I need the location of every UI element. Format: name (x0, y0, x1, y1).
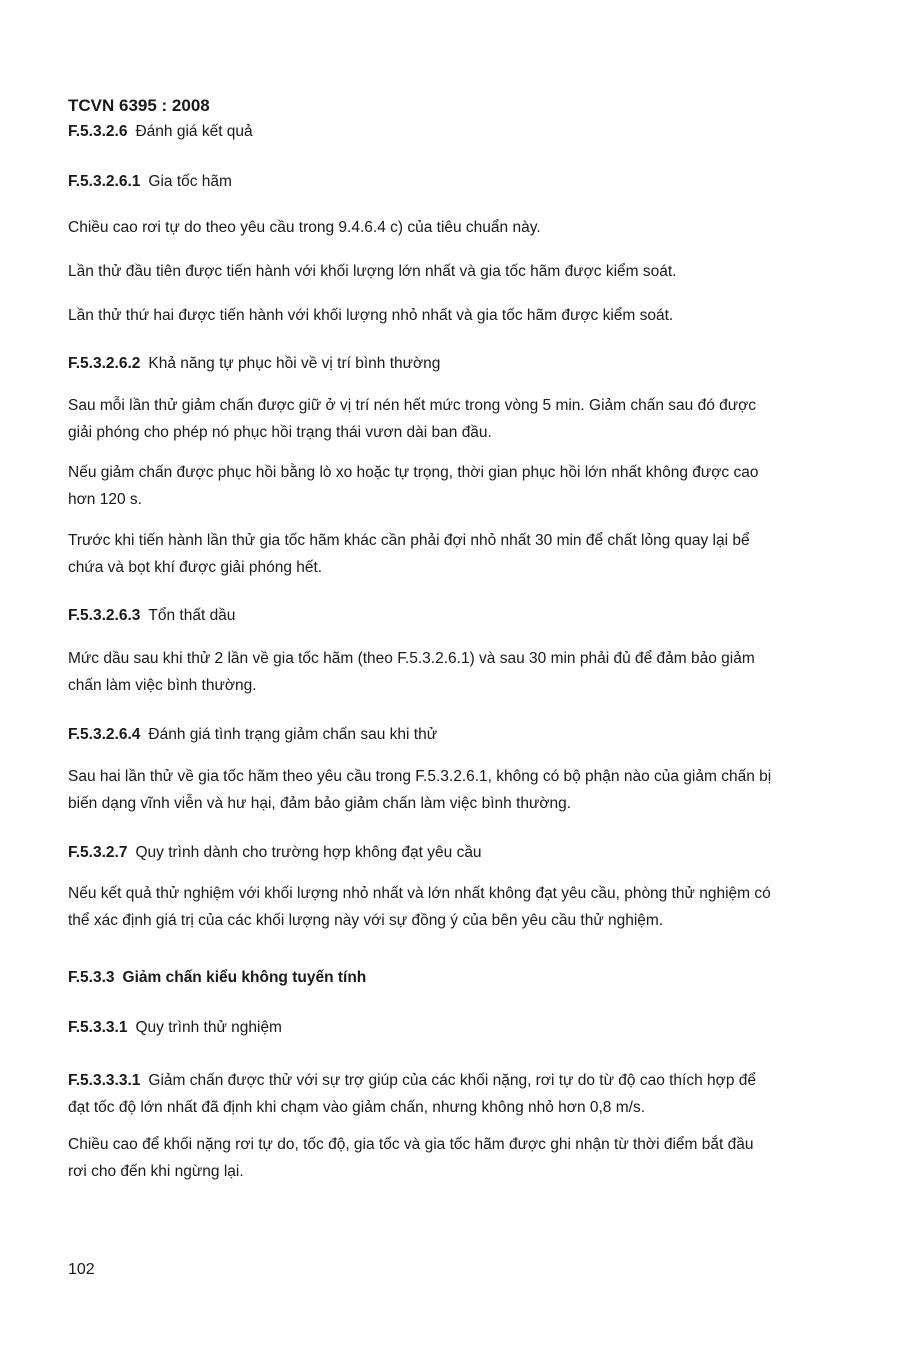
paragraph-line: Lần thử đầu tiên được tiến hành với khối lượng lớn nhất và gia tốc hãm được kiểm soát. (68, 263, 677, 280)
section-number: F.5.3.2.6.2 (68, 355, 141, 372)
paragraph-line: Sau mỗi lần thử giảm chấn được giữ ở vị trí nén hết mức trong vòng 5 min. Giảm chấn sau đó được (68, 397, 757, 414)
section-heading (68, 118, 838, 145)
paragraph-line: Mức dầu sau khi thử 2 lần về gia tốc hãm (theo F.5.3.2.6.1) và sau 30 min phải đủ để đảm bảo giảm (68, 650, 755, 667)
paragraph-line: Lần thử thứ hai được tiến hành với khối lượng nhỏ nhất và gia tốc hãm được kiểm soát. (68, 307, 674, 324)
paragraph-line: đạt tốc độ lớn nhất đã định khi chạm vào giảm chấn, nhưng không nhỏ hơn 0,8 m/s. (68, 1099, 646, 1116)
section-title: Gia tốc hãm (148, 173, 232, 190)
section-title: Đánh giá kết quả (135, 123, 253, 140)
paragraph-line: Nếu kết quả thử nghiệm với khối lượng nhỏ nhất và lớn nhất không đạt yêu cầu, phòng thử nghiệm có (68, 885, 771, 902)
section-number: F.5.3.2.6 (68, 123, 128, 140)
paragraph-line: chứa và bọt khí được giải phóng hết. (68, 559, 323, 576)
section-heading (68, 839, 838, 866)
paragraph-line: Chiều cao rơi tự do theo yêu cầu trong 9.4.6.4 c) của tiêu chuẩn này. (68, 219, 541, 236)
section-title: Đánh giá tình trạng giảm chấn sau khi thử (148, 726, 438, 743)
section-title: Khả năng tự phục hồi về vị trí bình thường (148, 355, 441, 372)
section-number: F.5.3.2.6.3 (68, 607, 141, 624)
section-number: F.5.3.3 (68, 969, 115, 986)
section-number: F.5.3.2.7 (68, 844, 128, 861)
section-heading (68, 721, 838, 748)
standard-code: TCVN 6395 : 2008 (68, 96, 210, 115)
paragraph-line: Nếu giảm chấn được phục hồi bằng lò xo hoặc tự trọng, thời gian phục hồi lớn nhất không được cao (68, 464, 759, 481)
paragraph-line: giải phóng cho phép nó phục hồi trạng thái vươn dài ban đầu. (68, 424, 492, 441)
section-heading (68, 168, 838, 195)
paragraph-line: Trước khi tiến hành lần thử gia tốc hãm khác cần phải đợi nhỏ nhất 30 min để chất lỏng quay lại bể (68, 532, 750, 549)
section-heading (68, 1014, 838, 1041)
paragraph-line: hơn 120 s. (68, 491, 142, 508)
section-heading (68, 964, 838, 991)
paragraph-line: thể xác định giá trị của các khối lượng này với sự đồng ý của bên yêu cầu thử nghiệm. (68, 912, 664, 929)
paragraph-line: Sau hai lần thử về gia tốc hãm theo yêu cầu trong F.5.3.2.6.1, không có bộ phận nào của giảm chấn bị (68, 768, 772, 785)
paragraph-line: biến dạng vĩnh viễn và hư hại, đảm bảo giảm chấn làm việc bình thường. (68, 795, 572, 812)
paragraph-line: chấn làm việc bình thường. (68, 677, 257, 694)
clause-number: F.5.3.3.3.1 (68, 1072, 141, 1089)
section-number: F.5.3.2.6.1 (68, 173, 141, 190)
section-title: Quy trình dành cho trường hợp không đạt yêu cầu (135, 844, 482, 861)
section-heading (68, 602, 838, 629)
clause-text: Giảm chấn được thử với sự trợ giúp của các khối nặng, rơi tự do từ độ cao thích hợp để (148, 1072, 756, 1089)
section-title: Tổn thất dầu (148, 607, 236, 624)
section-heading (68, 350, 838, 377)
paragraph-line (68, 1067, 838, 1094)
page-number: 102 (68, 1261, 95, 1278)
section-number: F.5.3.2.6.4 (68, 726, 141, 743)
section-number: F.5.3.3.1 (68, 1019, 128, 1036)
section-title: Quy trình thử nghiệm (135, 1019, 282, 1036)
paragraph-line: Chiều cao để khối nặng rơi tự do, tốc độ, gia tốc và gia tốc hãm được ghi nhận từ thời điểm bắt đầu (68, 1136, 754, 1153)
section-title: Giảm chấn kiểu không tuyến tính (122, 969, 367, 986)
paragraph-line: rơi cho đến khi ngừng lại. (68, 1163, 244, 1180)
